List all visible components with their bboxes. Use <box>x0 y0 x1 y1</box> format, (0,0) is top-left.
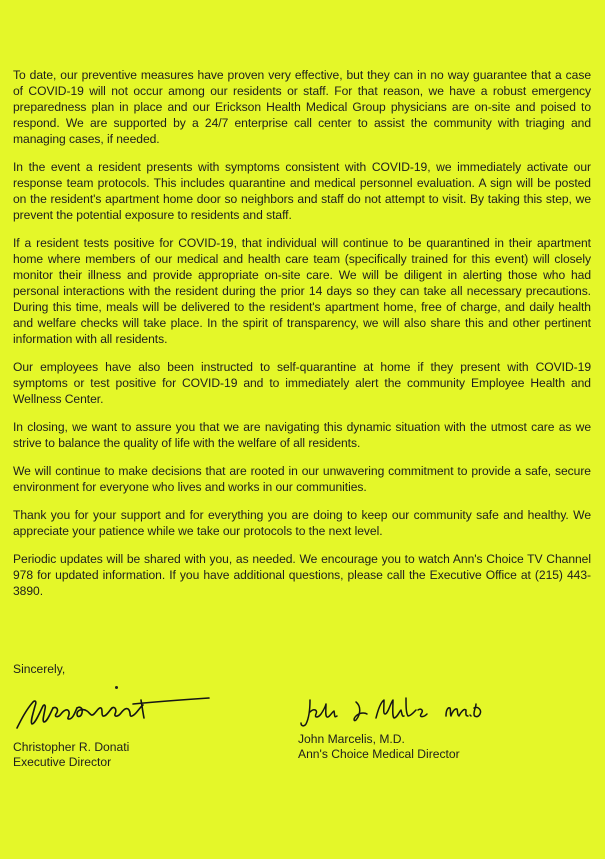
paragraph-symptom-response: In the event a resident presents with symptoms consistent with COVID-19, we immediately activate our response team protocols. This includes quarantine and medical personnel evaluation. A sign will be posted on the resident's apartment home door so neighbors and staff do not attempt to visit. By taking this step, we prevent the potential exposure to residents and staff. <box>13 160 591 222</box>
closing-salutation: Sincerely, <box>13 662 66 676</box>
signatory-title: Executive Director <box>13 755 112 769</box>
paragraph-thank-you: Thank you for your support and for everything you are doing to keep our community safe and healthy. We appreciate your patience while we take our protocols to the next level. <box>13 508 591 538</box>
signatory-name: Christopher R. Donati <box>13 740 130 754</box>
donati-signature-image <box>13 684 213 736</box>
paragraph-preventive-measures: To date, our preventive measures have proven very effective, but they can in no way guarantee that a case of COVID-19 will not occur among our residents or staff. For that reason, we have a robust emergency preparedness plan in place and our Erickson Health Medical Group physicians are on-site and poised to respond. We are supported by a 24/7 enterprise call center to assist the community with triaging and managing cases, if needed. <box>13 68 591 146</box>
letter-body <box>13 67 591 611</box>
signature-block-medical-director <box>298 694 488 762</box>
signatory-title: Ann's Choice Medical Director <box>298 747 460 761</box>
paragraph-commitment: We will continue to make decisions that are rooted in our unwavering commitment to provide a safe, secure environment for everyone who lives and works in our communities. <box>13 464 591 494</box>
signature-block-executive-director <box>13 684 213 770</box>
paragraph-employees: Our employees have also been instructed to self-quarantine at home if they present with COVID-19 symptoms or test positive for COVID-19 and to immediately alert the community Employee Health and Wellness Center. <box>13 360 591 406</box>
signatory-name: John Marcelis, M.D. <box>298 732 405 746</box>
marcelis-signature-image <box>298 694 488 730</box>
paragraph-positive-test: If a resident tests positive for COVID-19, that individual will continue to be quarantined in their apartment home where members of our medical and health care team (specifically trained for this event) will closely monitor their illness and provide appropriate on-site care. We will be diligent in alerting those who had personal interactions with the resident during the prior 14 days so they can take all necessary precautions. During this time, meals will be delivered to the resident's apartment home, free of charge, and daily health and welfare checks will take place. In the spirit of transparency, we will also share this and other pertinent information with all residents. <box>13 236 591 346</box>
paragraph-periodic-updates: Periodic updates will be shared with you, as needed. We encourage you to watch Ann's Choice TV Channel 978 for updated information. If you have additional questions, please call the Executive Office at (215) 443-3890. <box>13 552 591 598</box>
paragraph-closing-assurance: In closing, we want to assure you that we are navigating this dynamic situation with the utmost care as we strive to balance the quality of life with the welfare of all residents. <box>13 420 591 450</box>
